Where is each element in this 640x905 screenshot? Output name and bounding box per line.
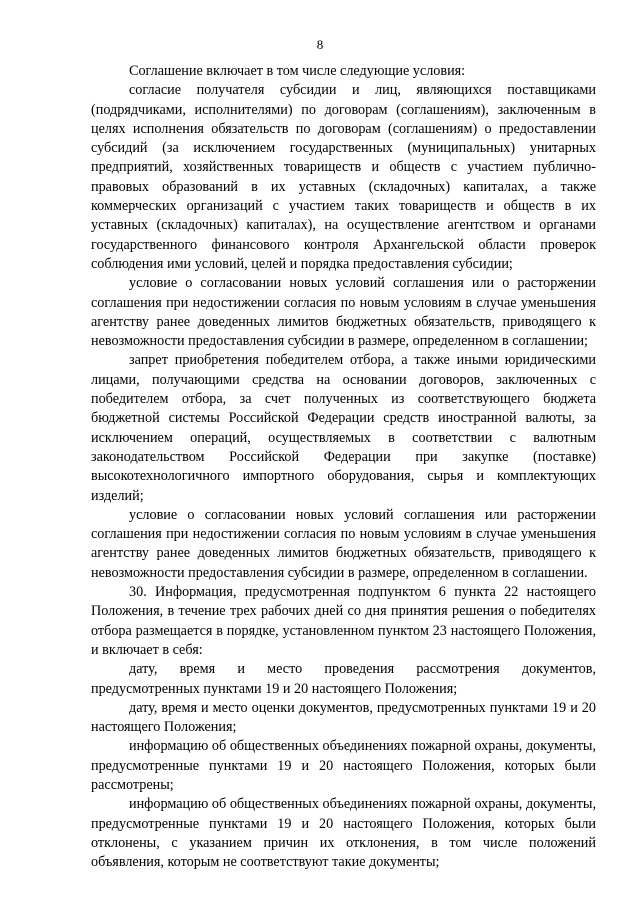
paragraph-rejected-associations: информацию об общественных объединениях пожарной охраны, документы, предусмотренные пунктами 19 и 20 настоящего Положения, которых были отклонены, с указанием причин их отклонения, в том числе положений объявления, которым не соответствуют такие документы; — [91, 796, 596, 871]
document-body — [91, 62, 596, 872]
paragraph-review-date: дату, время и место проведения рассмотрения документов, предусмотренных пунктами 19 и 20 настоящего Положения; — [91, 661, 596, 697]
paragraph-conditions-intro: Соглашение включает в том числе следующие условия: — [129, 63, 466, 79]
paragraph-reviewed-associations: информацию об общественных объединениях пожарной охраны, документы, предусмотренные пунктами 19 и 20 настоящего Положения, которых были рассмотрены; — [91, 738, 596, 793]
paragraph-agreement-amendment-1: условие о согласовании новых условий соглашения или о расторжении соглашения при недостижении согласия по новым условиям в случае уменьшения агентству ранее доведенных лимитов бюджетных обязательств, приводящего к невозможности предоставления субсидии в размере, определенном в соглашении; — [91, 275, 596, 350]
paragraph-item-30: 30. Информация, предусмотренная подпунктом 6 пункта 22 настоящего Положения, в течение трех рабочих дней со дня принятия решения о победителях отбора размещается в порядке, установленном пунктом 23 настоящего Положения, и включает в себя: — [91, 584, 596, 658]
paragraph-evaluation-date: дату, время и место оценки документов, предусмотренных пунктами 19 и 20 настоящего Положения; — [91, 699, 596, 736]
paragraph-consent-to-inspections: согласие получателя субсидии и лиц, являющихся поставщиками (подрядчиками, исполнителями) по договорам (соглашениям), заключенным в целях исполнения обязательств по договорам (соглашениям) о предоставлении субсидий (за исключением государственных (муниципальных) унитарных предприятий, хозяйственных товариществ и обществ с участием публично-правовых образований в их уставных (складочных) капиталах, а также коммерческих организаций с участием таких товариществ и обществ в их уставных (складочных) капиталах), на осуществление агентством и органами государственного финансового контроля Архангельской области проверок соблюдения ими условий, целей и порядка предоставления субсидии; — [91, 82, 596, 272]
page-number: 8 — [316, 37, 324, 52]
paragraph-agreement-amendment-2: условие о согласовании новых условий соглашения или расторжении соглашения при недостижении согласия по новым условиям в случае уменьшения агентству ранее доведенных лимитов бюджетных обязательств, приводящего к невозможности предоставления субсидии в размере, определенном в соглашении. — [91, 506, 596, 581]
paragraph-foreign-currency-ban: запрет приобретения победителем отбора, а также иными юридическими лицами, получающими средства на основании договоров, заключенных с победителем отбора, за счет полученных из соответствующего бюджета бюджетной системы Российской Федерации средств иностранной валюты, за исключением операций, осуществляемых в соответствии с валютным законодательством Российской Федерации при закупке (поставке) высокотехнологичного импортного оборудования, сырья и комплектующих изделий; — [91, 352, 596, 504]
